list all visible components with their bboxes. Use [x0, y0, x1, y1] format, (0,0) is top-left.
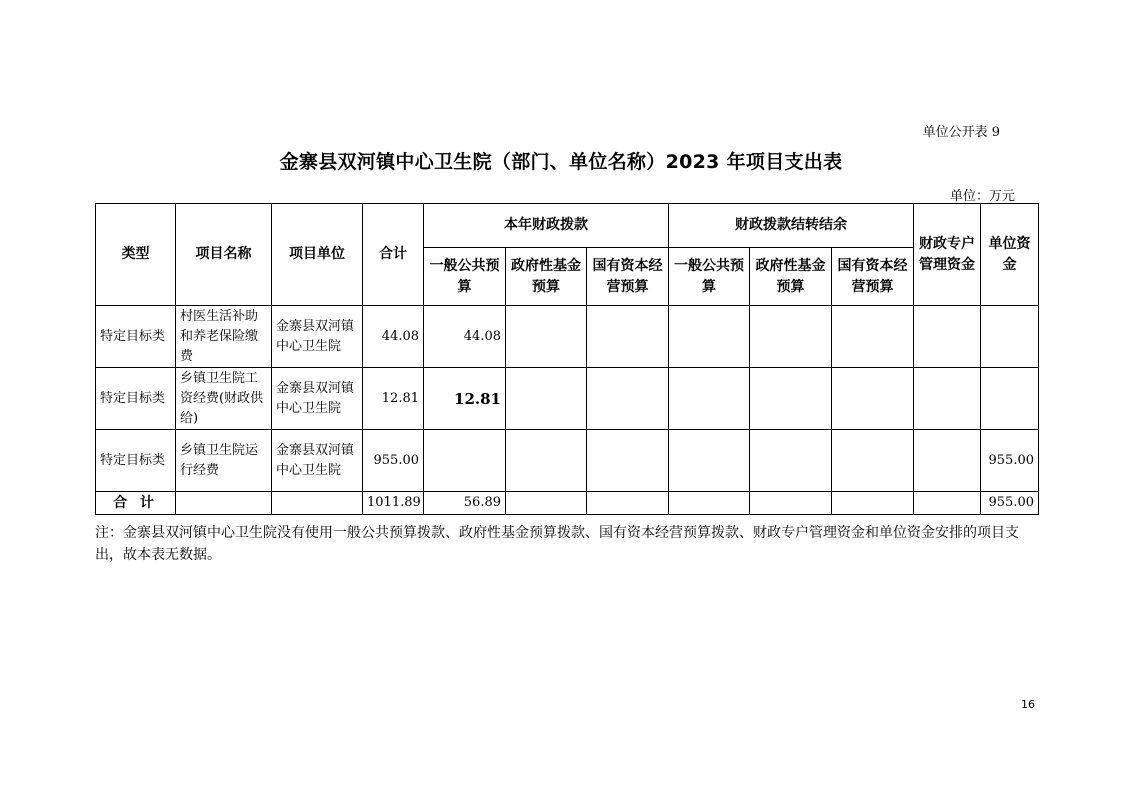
total-cur-general-public: 56.89: [424, 492, 506, 515]
total-co-government-fund: [750, 492, 832, 515]
cell-cur-general-public: [424, 430, 506, 492]
cell-co-state-capital: [832, 368, 914, 430]
header-project-name: 项目名称: [176, 204, 272, 306]
total-row: [96, 492, 1039, 515]
cell-co-general-public: [669, 306, 750, 368]
total-unit-fund: 955.00: [981, 492, 1039, 515]
cell-cur-general-public: 12.81: [424, 368, 506, 430]
table-row: [96, 430, 1039, 492]
cell-type: 特定目标类: [96, 430, 176, 492]
page-number: 16: [1021, 698, 1035, 711]
header-special-account-fund: 财政专户管理资金: [914, 204, 981, 306]
header-row-1: [96, 204, 1039, 248]
cell-co-government-fund: [750, 306, 832, 368]
total-co-general-public: [669, 492, 750, 515]
header-co-state-capital: 国有资本经营预算: [832, 248, 914, 306]
cell-project-name: 乡镇卫生院工资经费(财政供给): [176, 368, 272, 430]
total-cur-state-capital: [587, 492, 669, 515]
cell-co-government-fund: [750, 368, 832, 430]
cell-co-general-public: [669, 368, 750, 430]
page-title: 金寨县双河镇中心卫生院（部门、单位名称）2023 年项目支出表: [279, 151, 843, 173]
total-label: 合 计: [96, 492, 176, 515]
cell-unit-fund: 955.00: [981, 430, 1039, 492]
unit-label: 单位：万元: [949, 189, 1015, 204]
project-expenditure-table: [95, 203, 1039, 515]
header-carryover-balance: 财政拨款结转结余: [669, 204, 914, 248]
header-co-government-fund: 政府性基金预算: [750, 248, 832, 306]
header-type: 类型: [96, 204, 176, 306]
total-project-unit: [272, 492, 363, 515]
cell-unit-fund: [981, 368, 1039, 430]
cell-total: 955.00: [363, 430, 424, 492]
header-co-general-public: 一般公共预算: [669, 248, 750, 306]
cell-type: 特定目标类: [96, 306, 176, 368]
header-cur-general-public: 一般公共预算: [424, 248, 506, 306]
cell-cur-state-capital: [587, 306, 669, 368]
header-cur-state-capital: 国有资本经营预算: [587, 248, 669, 306]
cell-project-unit: 金寨县双河镇中心卫生院: [272, 368, 363, 430]
cell-special-fund: [914, 430, 981, 492]
cell-cur-state-capital: [587, 368, 669, 430]
table-row: [96, 368, 1039, 430]
form-number: 单位公开表 9: [922, 125, 1000, 140]
header-current-year-allocation: 本年财政拨款: [424, 204, 669, 248]
cell-type: 特定目标类: [96, 368, 176, 430]
header-total: 合计: [363, 204, 424, 306]
total-project-name: [176, 492, 272, 515]
cell-project-name: 乡镇卫生院运行经费: [176, 430, 272, 492]
total-special-fund: [914, 492, 981, 515]
cell-project-name: 村医生活补助和养老保险缴费: [176, 306, 272, 368]
total-cur-government-fund: [506, 492, 587, 515]
table-row: [96, 306, 1039, 368]
cell-total: 44.08: [363, 306, 424, 368]
cell-total: 12.81: [363, 368, 424, 430]
header-cur-government-fund: 政府性基金预算: [506, 248, 587, 306]
footnote: 注：金寨县双河镇中心卫生院没有使用一般公共预算拨款、政府性基金预算拨款、国有资本经营预算拨款、财政专户管理资金和单位资金安排的项目支出，故本表无数据。: [95, 525, 1019, 563]
header-project-unit: 项目单位: [272, 204, 363, 306]
cell-project-unit: 金寨县双河镇中心卫生院: [272, 306, 363, 368]
cell-cur-government-fund: [506, 368, 587, 430]
total-total: 1011.89: [363, 492, 424, 515]
cell-co-government-fund: [750, 430, 832, 492]
cell-co-state-capital: [832, 306, 914, 368]
cell-special-fund: [914, 368, 981, 430]
cell-cur-government-fund: [506, 306, 587, 368]
cell-unit-fund: [981, 306, 1039, 368]
cell-project-unit: 金寨县双河镇中心卫生院: [272, 430, 363, 492]
cell-cur-state-capital: [587, 430, 669, 492]
cell-co-general-public: [669, 430, 750, 492]
total-co-state-capital: [832, 492, 914, 515]
cell-co-state-capital: [832, 430, 914, 492]
cell-special-fund: [914, 306, 981, 368]
cell-cur-general-public: 44.08: [424, 306, 506, 368]
header-unit-fund: 单位资金: [981, 204, 1039, 306]
cell-cur-government-fund: [506, 430, 587, 492]
